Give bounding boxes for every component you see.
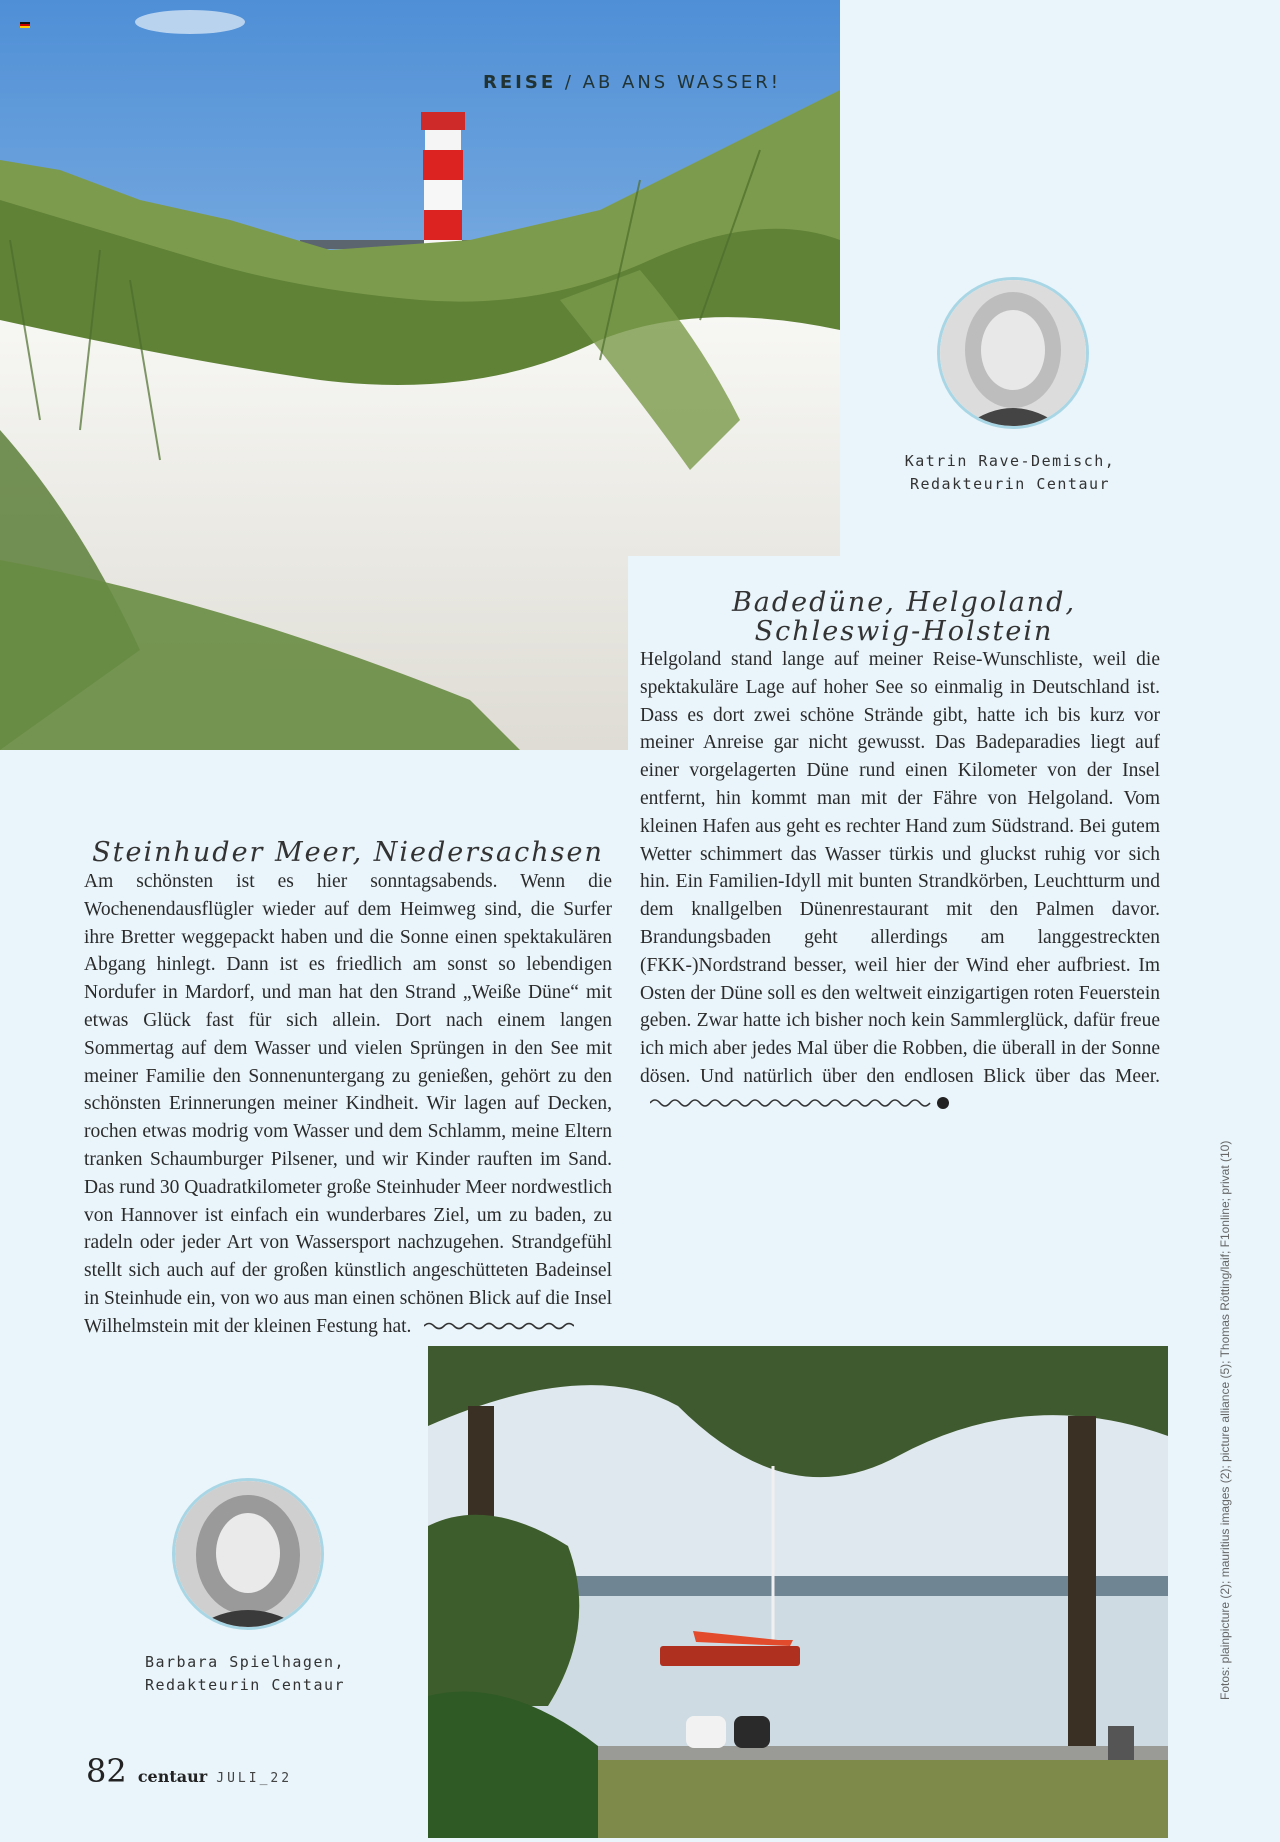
photo-credits: Fotos: plainpicture (2); mauritius images (2); picture alliance (5); Thomas Rötting/laif; F1online; privat (10) xyxy=(1218,1140,1232,1700)
page-footer xyxy=(86,1752,292,1790)
section-kicker: REISE / AB ANS WASSER! xyxy=(483,72,782,93)
issue-label: JULI_22 xyxy=(216,1771,293,1786)
article-title xyxy=(628,588,1180,646)
page-number: 82 xyxy=(86,1752,127,1790)
author-role: Redakteurin Centaur xyxy=(909,475,1111,493)
wave-ornament-icon xyxy=(424,1313,574,1341)
article-body: Am schönsten ist es hier sonntagsabends. Wenn die Wochenendausflügler wieder auf dem Heimweg sind, die Surfer ihre Bretter weggepackt haben und die Sonne einen spektakulären Abgang hinlegt. Dann ist es friedlich am sonst so lebendigen Nordufer in Mardorf, und man hat den Strand „Weiße Düne“ mit etwas Glück fast für sich allein. Dort nach einem langen Sommertag auf dem Wasser und vielen Sprüngen in den See mit meiner Familie den Sonnenuntergang zu genießen, gehört zu den schönsten Erinnerungen meiner Kindheit. Wir lagen auf Decken, rochen etwas modrig vom Wasser und dem Schlamm, meine Eltern tranken Schaumburger Pilsener, und wir Kinder rauften im Sand. Das rund 30 Quadratkilometer große Steinhuder Meer nordwestlich von Hannover ist einfach ein wunderbares Ziel, um zu baden, zu radeln oder jeder Art von Wassersport nachzugehen. Strandgefühl stellt sich auch auf der großen künstlich angeschütteten Badeinsel in Steinhude ein, von wo aus man einen schönen Blick auf die Insel Wilhelmstein mit der kleinen Festung hat. xyxy=(84,868,612,1341)
author-avatar-barbara xyxy=(172,1478,324,1630)
title-line: Schleswig-Holstein xyxy=(754,616,1054,647)
steinhude-article xyxy=(0,750,624,1438)
author-name: Barbara Spielhagen, xyxy=(144,1653,346,1671)
wave-ornament-icon xyxy=(650,1091,950,1119)
flag-icon xyxy=(20,22,30,28)
lake-sailboat-photo xyxy=(428,1346,1168,1838)
author-name: Katrin Rave-Demisch, xyxy=(904,452,1116,470)
helgoland-article xyxy=(628,556,1180,1186)
title-line: Badedüne, Helgoland, xyxy=(731,587,1077,618)
author-role: Redakteurin Centaur xyxy=(144,1676,346,1694)
author-caption-barbara xyxy=(125,1651,365,1697)
author-avatar-katrin xyxy=(937,277,1089,429)
magazine-logo: centaur xyxy=(137,1767,208,1786)
article-body: Helgoland stand lange auf meiner Reise-Wunschliste, weil die spektakuläre Lage auf hoher See so einmalig in Deutschland ist. Dass es dort zwei schöne Strände gibt, hatte ich bis kurz vor meiner Anreise gar nicht gewusst. Das Badeparadies liegt auf einer vorgelagerten Düne rund einen Kilometer von der Insel entfernt, hin kommt man mit der Fähre von Helgoland. Vom kleinen Hafen aus geht es rechter Hand zum Südstrand. Bei gutem Wetter schimmert das Wasser türkis und gluckst ruhig vor sich hin. Ein Familien-Idyll mit bunten Strandkörben, Leuchtturm und dem knallgelben Dünenrestaurant mit den Palmen davor. Brandungsbaden geht allerdings am langgestreckten (FKK-)Nordstrand besser, weil hier der Wind eher aufbriest. Im Osten der Düne soll es den weltweit einzigartigen roten Feuerstein geben. Zwar hatte ich bisher noch kein Sammlerglück, dafür freue ich mich aber jedes Mal über die Robben, die überall in der Sonne dösen. Und natürlich über den endlosen Blick über das Meer. xyxy=(640,646,1160,1119)
article-title: Steinhuder Meer, Niedersachsen xyxy=(92,837,604,868)
author-caption-katrin xyxy=(890,450,1130,496)
